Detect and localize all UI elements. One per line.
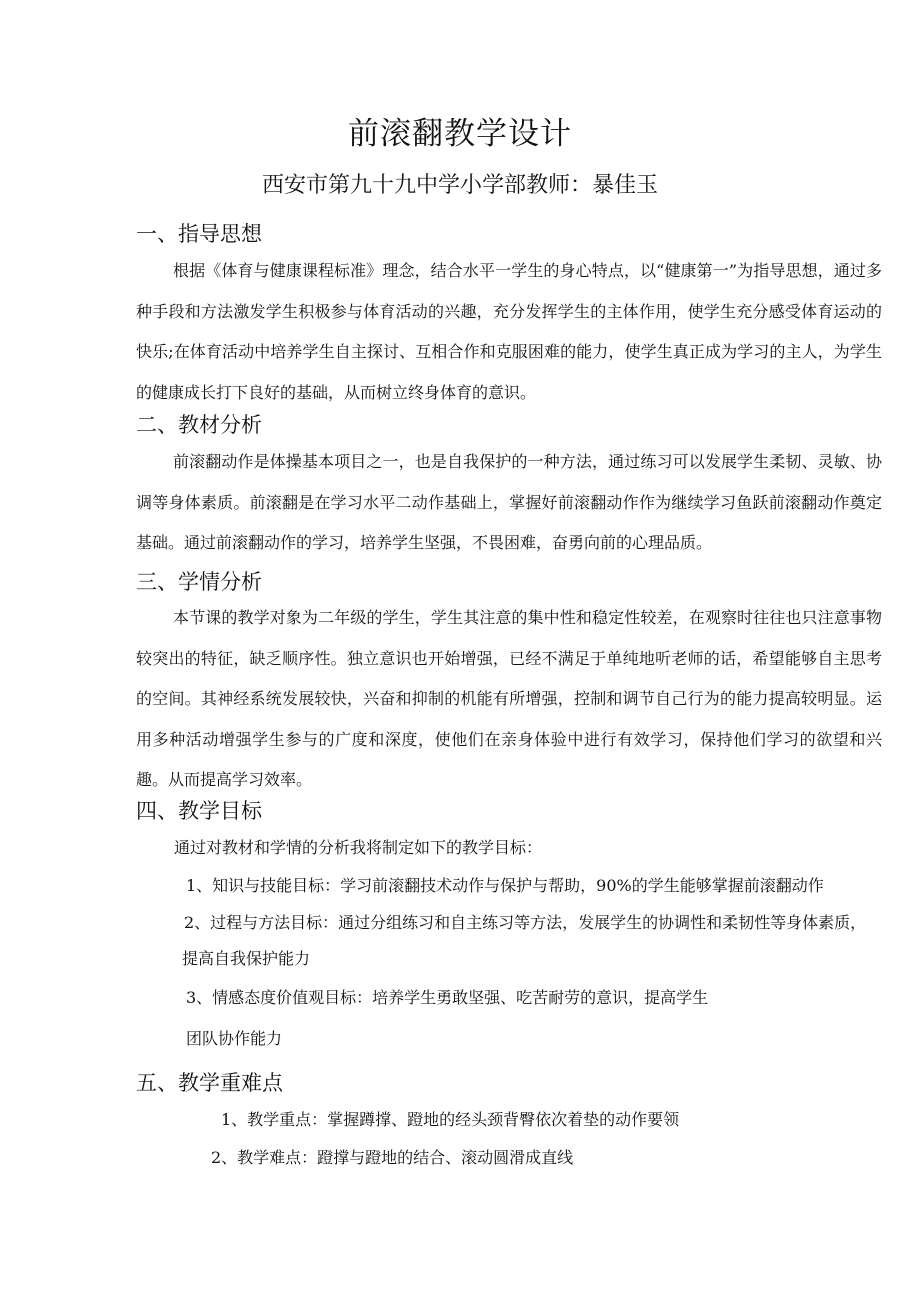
difficult-point: 2、教学难点：蹬撑与蹬地的结合、滚动圆滑成直线 (211, 1148, 574, 1167)
goal-emotion-attitude-line1: 3、情感态度价值观目标：培养学生勇敢坚强、吃苦耐劳的意识，提高学生 (186, 988, 709, 1007)
goal-emotion-attitude-line2: 团队协作能力 (186, 1029, 283, 1048)
goal-process-method-line1: 2、过程与方法目标：通过分组练习和自主练习等方法，发展学生的协调性和柔韧性等身体素质， (184, 913, 867, 932)
goal-process-method-line2: 提高自我保护能力 (182, 949, 311, 968)
section-heading-teaching-goals: 四、教学目标 (136, 799, 262, 823)
section-paragraph-material-analysis: 前滚翻动作是体操基本项目之一，也是自我保护的一种方法，通过练习可以发展学生柔韧、灵敏、协调等身体素质。前滚翻是在学习水平二动作基础上，掌握好前滚翻动作作为继续学习鱼跃前滚翻动作奠定基础。通过前滚翻动作的学习，培养学生坚强，不畏困难，奋勇向前的心理品质。 (136, 452, 882, 553)
document-title: 前滚翻教学设计 (348, 116, 572, 152)
key-point: 1、教学重点：掌握蹲撑、蹬地的经头颈背臀依次着垫的动作要领 (221, 1110, 680, 1129)
section-heading-guiding-thought: 一、指导思想 (136, 222, 262, 246)
author-line: 西安市第九十九中学小学部教师：暴佳玉 (261, 173, 658, 198)
section-paragraph-student-analysis: 本节课的教学对象为二年级的学生，学生其注意的集中性和稳定性较差，在观察时往往也只注意事物较突出的特征，缺乏顺序性。独立意识也开始增强，已经不满足于单纯地听老师的话，希望能够自主思考的空间。其神经系统发展较快，兴奋和抑制的机能有所增强，控制和调节自己行为的能力提高较明显。运用多种活动增强学生参与的广度和深度，使他们在亲身体验中进行有效学习，保持他们学习的欲望和兴趣。从而提高学习效率。 (136, 608, 882, 790)
goals-intro: 通过对教材和学情的分析我将制定如下的教学目标： (174, 838, 543, 857)
section-heading-key-difficult-points: 五、教学重难点 (136, 1071, 283, 1095)
section-heading-material-analysis: 二、教材分析 (136, 413, 262, 437)
section-paragraph-guiding-thought: 根据《体育与健康课程标准》理念，结合水平一学生的身心特点，以“健康第一”为指导思想，通过多种手段和方法激发学生积极参与体育活动的兴趣，充分发挥学生的主体作用，使学生充分感受体育运动的快乐;在体育活动中培养学生自主探讨、互相合作和克服困难的能力，使学生真正成为学习的主人，为学生的健康成长打下良好的基础，从而树立终身体育的意识。 (136, 261, 882, 402)
goal-knowledge-skills: 1、知识与技能目标：学习前滚翻技术动作与保护与帮助，90%的学生能够掌握前滚翻动作 (186, 876, 824, 895)
section-heading-student-analysis: 三、学情分析 (136, 570, 262, 594)
